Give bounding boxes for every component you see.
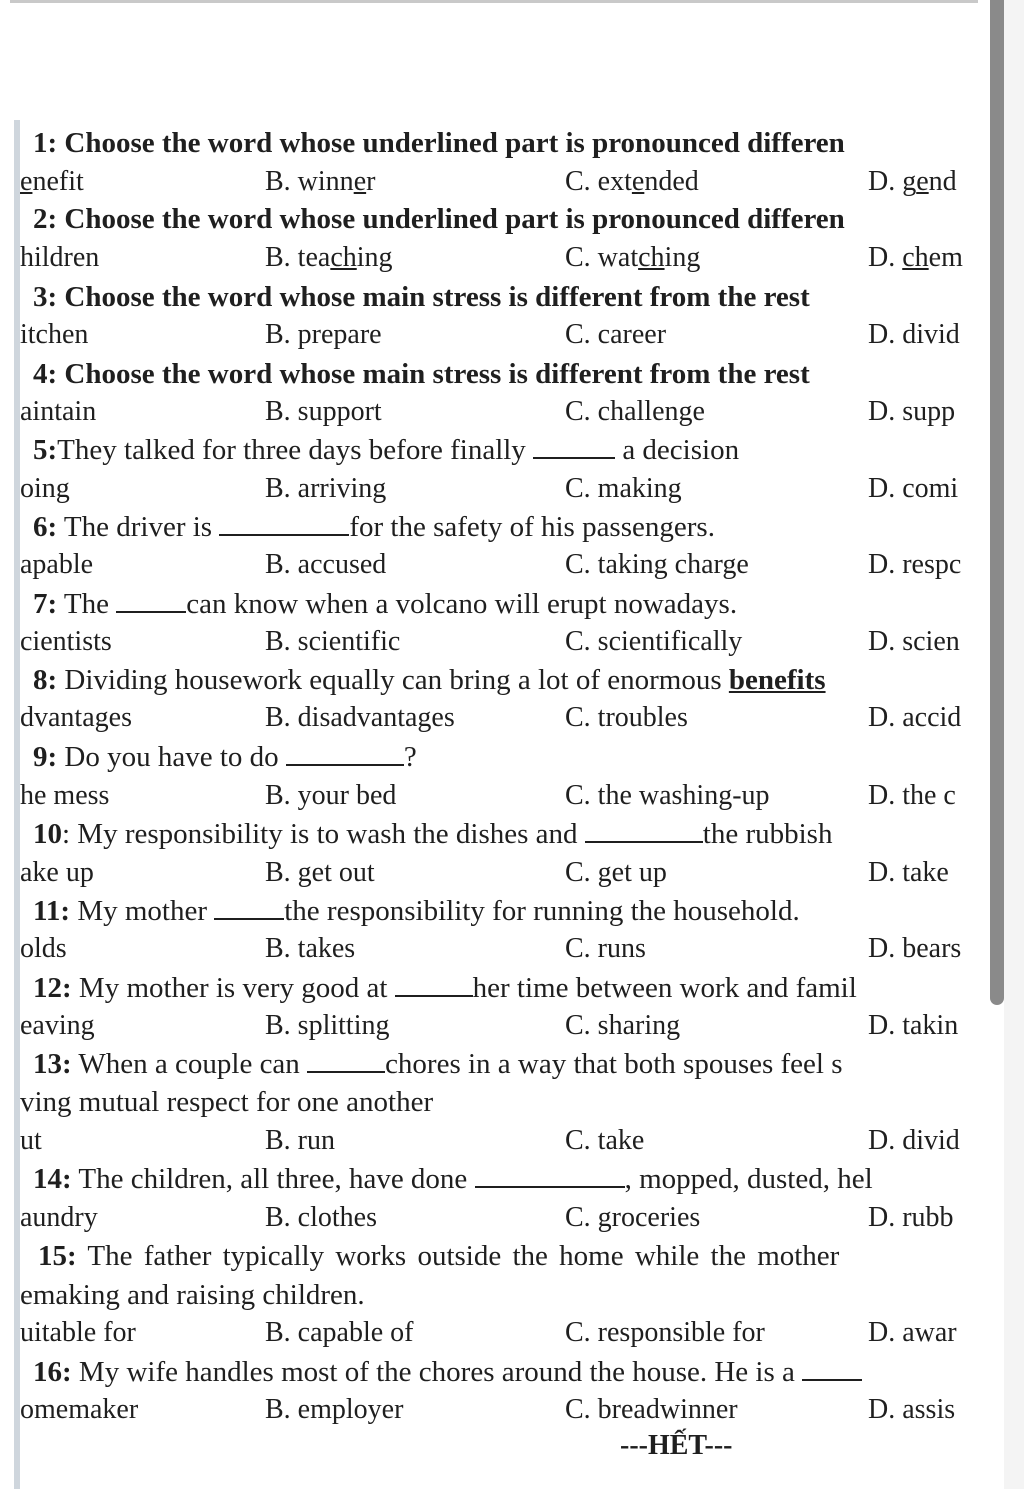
q8-option-a: dvantages <box>20 702 132 733</box>
q12-option-a: eaving <box>20 1010 95 1041</box>
q6-option-b: B. accused <box>265 549 387 580</box>
answer-blank <box>475 1162 625 1188</box>
q6-option-a: apable <box>20 549 94 580</box>
q8-option-c: C. troubles <box>565 702 688 733</box>
question-7: 7: The can know when a volcano will erupt nowadays. <box>33 588 738 620</box>
q11-option-b: B. takes <box>265 933 356 964</box>
answer-blank <box>219 510 349 536</box>
q3-option-b: B. prepare <box>265 319 382 350</box>
q2-option-c: C. watching <box>565 242 701 273</box>
q15-option-a: uitable for <box>20 1317 136 1348</box>
q3-option-d: D. divid <box>868 319 960 350</box>
question-12: 12: My mother is very good at her time between work and famil <box>33 972 857 1004</box>
question-9: 9: Do you have to do ? <box>33 741 417 773</box>
answer-blank <box>585 817 703 843</box>
question-6: 6: The driver is for the safety of his passengers. <box>33 511 715 543</box>
question-13: 13: When a couple can chores in a way that both spouses feel s <box>33 1048 843 1080</box>
q11-option-a: olds <box>20 933 67 964</box>
q14-option-a: aundry <box>20 1202 98 1233</box>
question-16: 16: My wife handles most of the chores around the house. He is a <box>33 1355 862 1389</box>
scrollbar-gutter <box>1004 0 1024 1489</box>
question-5: 5:They talked for three days before finally a decision <box>33 434 740 466</box>
q14-option-c: C. groceries <box>565 1202 701 1233</box>
question-4: 4: Choose the word whose main stress is different from the rest <box>33 358 810 390</box>
q13-option-a: ut <box>20 1125 42 1156</box>
q9-option-a: he mess <box>20 780 110 811</box>
q13-option-c: C. take <box>565 1125 645 1156</box>
q1-option-c: C. extended <box>565 166 699 197</box>
q12-option-c: C. sharing <box>565 1010 681 1041</box>
q12-option-b: B. splitting <box>265 1010 390 1041</box>
answer-blank <box>533 433 615 459</box>
vertical-scrollbar[interactable] <box>990 0 1004 1005</box>
q9-option-d: D. the c <box>868 780 956 811</box>
q7-option-a: cientists <box>20 626 112 657</box>
question-15: 15: The father typically works outside the home while the mother <box>38 1240 840 1272</box>
end-marker: ---HẾT--- <box>620 1430 733 1461</box>
q8-option-d: D. accid <box>868 702 962 733</box>
q7-option-c: C. scientifically <box>565 626 743 657</box>
q4-option-d: D. supp <box>868 396 956 427</box>
question-2: 2: Choose the word whose underlined part is pronounced differen <box>33 203 845 235</box>
q4-option-b: B. support <box>265 396 382 427</box>
q15-option-c: C. responsible for <box>565 1317 765 1348</box>
q2-option-b: B. teaching <box>265 242 393 273</box>
q10-option-c: C. get up <box>565 857 667 888</box>
q10-option-b: B. get out <box>265 857 375 888</box>
q6-option-d: D. respc <box>868 549 962 580</box>
q10-option-d: D. take <box>868 857 949 888</box>
q2-option-a: hildren <box>20 242 100 273</box>
q11-option-c: C. runs <box>565 933 646 964</box>
q13-option-b: B. run <box>265 1125 335 1156</box>
answer-blank <box>116 587 186 613</box>
q7-option-b: B. scientific <box>265 626 401 657</box>
q16-option-a: omemaker <box>20 1394 139 1425</box>
q1-option-b: B. winner <box>265 166 376 197</box>
q11-option-d: D. bears <box>868 933 962 964</box>
q2-option-d: D. chem <box>868 242 963 273</box>
q10-option-a: ake up <box>20 857 94 888</box>
q12-option-d: D. takin <box>868 1010 959 1041</box>
question-15-continuation: emaking and raising children. <box>20 1279 365 1311</box>
question-3: 3: Choose the word whose main stress is different from the rest <box>33 281 810 313</box>
q4-option-c: C. challenge <box>565 396 705 427</box>
q15-option-d: D. awar <box>868 1317 957 1348</box>
q16-option-b: B. employer <box>265 1394 404 1425</box>
q5-option-c: C. making <box>565 473 682 504</box>
question-10: 10: My responsibility is to wash the dishes and the rubbish <box>33 818 833 850</box>
q3-option-c: C. career <box>565 319 667 350</box>
q6-option-c: C. taking charge <box>565 549 749 580</box>
q3-option-a: itchen <box>20 319 89 350</box>
q9-option-c: C. the washing-up <box>565 780 770 811</box>
answer-blank <box>307 1047 385 1073</box>
q5-option-a: oing <box>20 473 70 504</box>
q14-option-b: B. clothes <box>265 1202 377 1233</box>
q4-option-a: aintain <box>20 396 97 427</box>
answer-blank <box>802 1355 862 1381</box>
question-14: 14: The children, all three, have done , mopped, dusted, hel <box>33 1163 873 1195</box>
question-13-continuation: ving mutual respect for one another <box>20 1086 434 1118</box>
question-11: 11: My mother the responsibility for running the household. <box>33 895 800 927</box>
q7-option-d: D. scien <box>868 626 960 657</box>
q5-option-d: D. comi <box>868 473 959 504</box>
answer-blank <box>395 971 473 997</box>
q14-option-d: D. rubb <box>868 1202 954 1233</box>
answer-blank <box>286 740 404 766</box>
question-1: 1: Choose the word whose underlined part is pronounced differen <box>33 127 845 159</box>
answer-blank <box>214 894 284 920</box>
question-8: 8: Dividing housework equally can bring a lot of enormous benefits <box>33 664 826 696</box>
q1-option-a: enefit <box>20 166 84 197</box>
q16-option-c: C. breadwinner <box>565 1394 738 1425</box>
q15-option-b: B. capable of <box>265 1317 414 1348</box>
q5-option-b: B. arriving <box>265 473 387 504</box>
q8-option-b: B. disadvantages <box>265 702 455 733</box>
q16-option-d: D. assis <box>868 1394 956 1425</box>
q9-option-b: B. your bed <box>265 780 397 811</box>
q13-option-d: D. divid <box>868 1125 960 1156</box>
q1-option-d: D. gend <box>868 166 957 197</box>
